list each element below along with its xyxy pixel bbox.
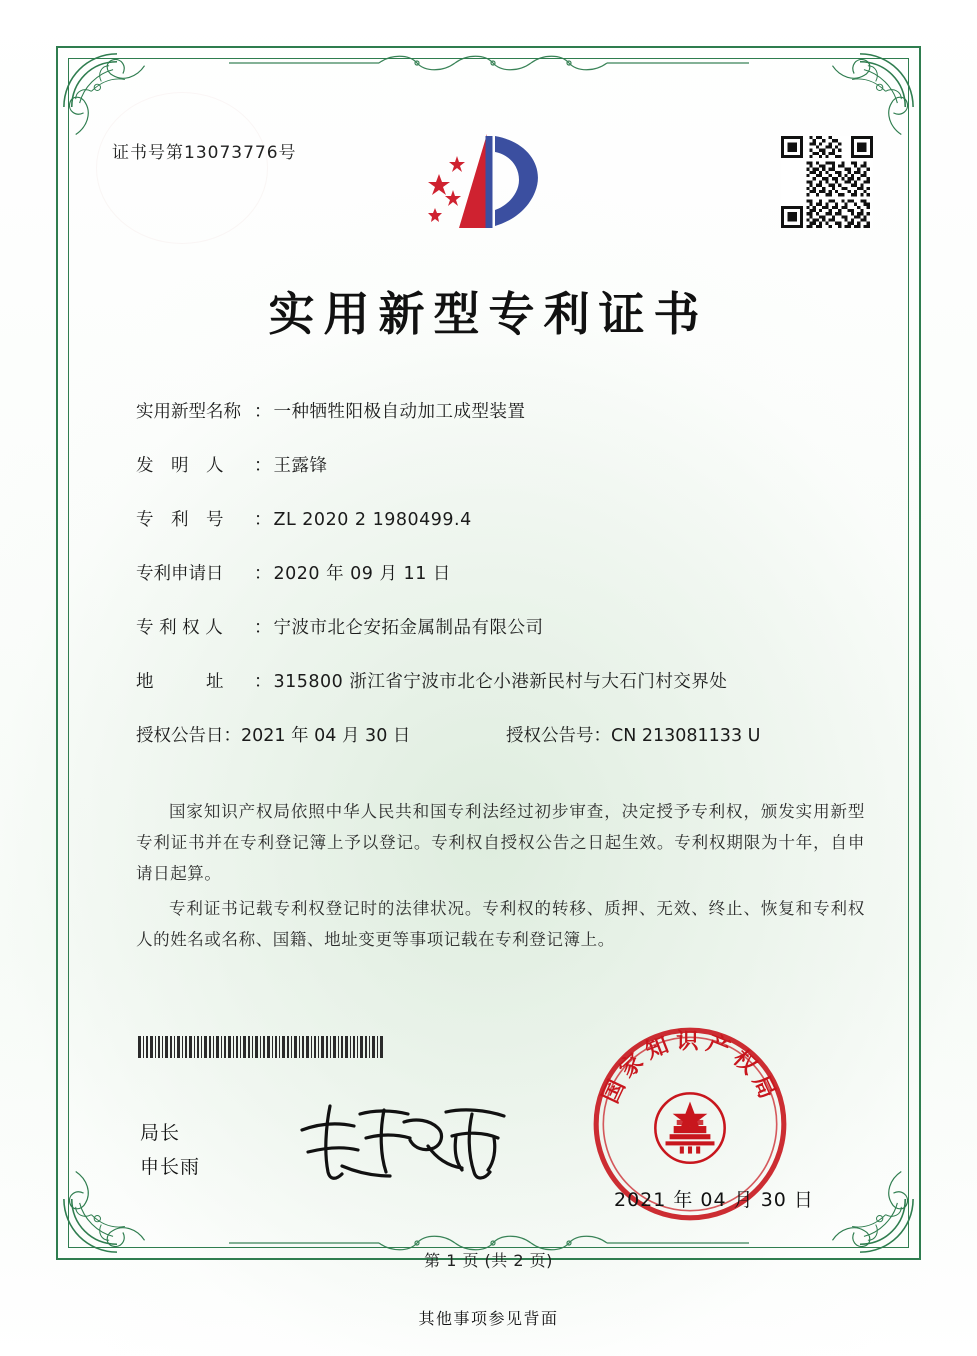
legal-paragraph-1: 国家知识产权局依照中华人民共和国专利法经过初步审查，决定授予专利权，颁发实用新型专利证书并在专利登记簿上予以登记。专利权自授权公告之日起生效。专利权期限为十年，自申请日起算。 [136, 802, 865, 883]
field-colon: ： [254, 510, 272, 530]
field-value: 一种牺牲阳极自动加工成型装置 [273, 402, 526, 422]
barcode-icon [138, 1036, 386, 1058]
grant-announcement-row [136, 722, 857, 747]
field-colon: ： [593, 726, 611, 746]
field-label: 授权公告号 [506, 726, 594, 746]
field-colon: ： [254, 672, 272, 692]
field-announcement-number [506, 722, 760, 747]
handwritten-signature-icon [296, 1096, 526, 1186]
back-side-note: 其他事项参见背面 [418, 1309, 559, 1328]
field-label: 专 利 权 人 [136, 618, 223, 638]
field-label: 授权公告日 [136, 726, 224, 746]
seal-date: 2021 年 04 月 30 日 [614, 1189, 814, 1211]
director-title: 局长 [140, 1122, 181, 1144]
field-label: 发 明 人 [136, 456, 224, 476]
field-colon: ： [254, 618, 272, 638]
field-label: 专 利 号 [136, 510, 224, 530]
field-value: 王露锋 [273, 456, 328, 476]
corner-ornament-bottom-right [801, 1140, 919, 1258]
field-value: 2020 年 09 月 11 日 [273, 564, 451, 584]
page-title: 实用新型专利证书 [268, 287, 709, 341]
signature-block [140, 1116, 200, 1184]
field-label: 实用新型名称 [136, 402, 241, 422]
field-value: 宁波市北仑安拓金属制品有限公司 [273, 618, 544, 638]
field-colon: ： [254, 402, 272, 422]
legal-text-block [136, 796, 865, 959]
field-value: 2021 年 04 月 30 日 [241, 726, 411, 746]
certificate-fields [136, 398, 857, 755]
certificate-number: 证书号第13073776号 [112, 143, 297, 163]
svg-text:国家知识产权局: 国家知识产权局 [597, 1028, 783, 1109]
field-patentee [136, 614, 857, 639]
legal-paragraph-2: 专利证书记载专利权登记时的法律状况。专利权的转移、质押、无效、终止、恢复和专利权人的姓名或名称、国籍、地址变更等事项记载在专利登记簿上。 [136, 899, 865, 949]
field-colon: ： [254, 564, 272, 584]
field-patent-number [136, 506, 857, 531]
field-announcement-date [136, 722, 506, 747]
field-value: 315800 浙江省宁波市北仑小港新民村与大石门村交界处 [273, 672, 728, 692]
edge-ornament-top [229, 50, 749, 76]
field-label: 专利申请日 [136, 564, 224, 584]
field-label: 地 址 [136, 672, 224, 692]
field-address [136, 668, 857, 693]
field-inventor [136, 452, 857, 477]
field-value: ZL 2020 2 1980499.4 [273, 510, 472, 530]
field-application-date [136, 560, 857, 585]
field-colon: ： [254, 456, 272, 476]
field-utility-model-name [136, 398, 857, 423]
cnipa-logo-icon [409, 128, 569, 238]
field-value: CN 213081133 U [611, 726, 761, 746]
qr-code-icon [781, 136, 873, 228]
director-name: 申长雨 [140, 1156, 201, 1178]
field-colon: ： [223, 726, 241, 746]
page-indicator: 第 1 页 (共 2 页) [424, 1251, 553, 1270]
